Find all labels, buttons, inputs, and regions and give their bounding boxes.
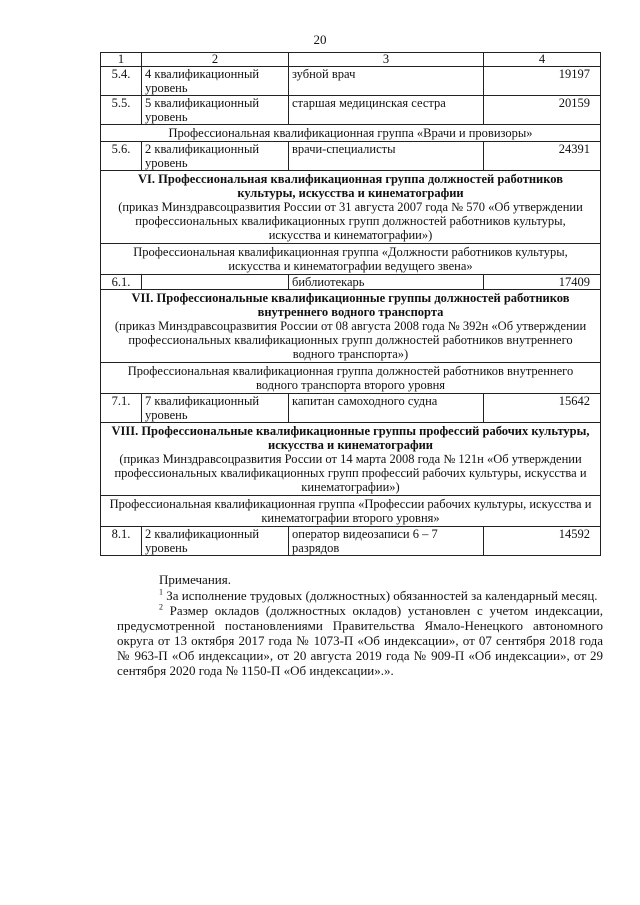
header-cell: 4 bbox=[484, 53, 601, 67]
section-cell bbox=[101, 423, 601, 496]
table-header-row bbox=[101, 53, 601, 67]
note-text: Размер окладов (должностных окладов) установлен с учетом индексации, предусмотренной постановлениями Правительства Ямало-Ненецкого автономного округа от 13 октября 2017 года № 1073-П «Об индексации», от 07 сентября 2018 года № 963-П «Об индексации», от 20 августа 2019 года № 909-П «Об индексации», от 29 сентября 2020 года № 1150-П «Об индексации».». bbox=[117, 603, 603, 678]
group-title: Профессиональная квалификационная группа «Врачи и провизоры» bbox=[101, 125, 601, 142]
group-title: Профессиональная квалификационная группа «Должности работников культуры, искусства и кинематографии ведущего звена» bbox=[101, 244, 601, 275]
salary-value: 15642 bbox=[484, 394, 601, 423]
row-number: 6.1. bbox=[101, 275, 142, 290]
row-number: 5.6. bbox=[101, 142, 142, 171]
table-row bbox=[101, 527, 601, 556]
row-number: 5.5. bbox=[101, 96, 142, 125]
note-text: За исполнение трудовых (должностных) обязанностей за календарный месяц. bbox=[166, 588, 598, 603]
section-cell bbox=[101, 290, 601, 363]
table-row bbox=[101, 67, 601, 96]
salary-table bbox=[100, 52, 601, 556]
header-cell: 2 bbox=[142, 53, 289, 67]
group-row bbox=[101, 244, 601, 275]
qualification-level: 2 квалификационный уровень bbox=[142, 142, 289, 171]
group-row bbox=[101, 496, 601, 527]
position-name: библиотекарь bbox=[289, 275, 484, 290]
qualification-level: 7 квалификационный уровень bbox=[142, 394, 289, 423]
qualification-level bbox=[142, 275, 289, 290]
position-name: оператор видеозаписи 6 – 7 разрядов bbox=[289, 527, 484, 556]
header-cell: 3 bbox=[289, 53, 484, 67]
position-name: капитан самоходного судна bbox=[289, 394, 484, 423]
row-number: 7.1. bbox=[101, 394, 142, 423]
header-cell: 1 bbox=[101, 53, 142, 67]
section-subtitle: (приказ Минздравсоцразвития России от 08 августа 2008 года № 392н «Об утверждении профессиональных квалификационных групп должностей работников внутреннего водного транспорта») bbox=[114, 319, 587, 361]
section-cell bbox=[101, 171, 601, 244]
table-row bbox=[101, 275, 601, 290]
section-subtitle: (приказ Минздравсоцразвития России от 14 марта 2008 года № 121н «Об утверждении профессиональных квалификационных групп профессий рабочих культуры, искусства и кинематографии») bbox=[114, 452, 587, 494]
section-subtitle: (приказ Минздравсоцразвития России от 31 августа 2007 года № 570 «Об утверждении профессиональных квалификационных групп должностей работников культуры, искусства и кинематографии») bbox=[118, 200, 583, 242]
section-row bbox=[101, 171, 601, 244]
section-title: VII. Профессиональные квалификационные группы должностей работников внутреннего водного транспорта bbox=[131, 291, 570, 319]
table-row bbox=[101, 142, 601, 171]
note-item bbox=[117, 603, 603, 678]
position-name: врачи-специалисты bbox=[289, 142, 484, 171]
row-number: 8.1. bbox=[101, 527, 142, 556]
position-name: старшая медицинская сестра bbox=[289, 96, 484, 125]
salary-value: 19197 bbox=[484, 67, 601, 96]
section-title: VIII. Профессиональные квалификационные группы профессий рабочих культуры, искусства и кинематографии bbox=[111, 424, 590, 452]
notes-block bbox=[117, 572, 603, 678]
footnote-mark: 1 bbox=[159, 587, 163, 597]
group-row bbox=[101, 363, 601, 394]
section-row bbox=[101, 290, 601, 363]
salary-value: 20159 bbox=[484, 96, 601, 125]
position-name: зубной врач bbox=[289, 67, 484, 96]
group-row bbox=[101, 125, 601, 142]
table-row bbox=[101, 96, 601, 125]
salary-value: 24391 bbox=[484, 142, 601, 171]
salary-value: 14592 bbox=[484, 527, 601, 556]
qualification-level: 4 квалификационный уровень bbox=[142, 67, 289, 96]
row-number: 5.4. bbox=[101, 67, 142, 96]
group-title: Профессиональная квалификационная группа «Профессии рабочих культуры, искусства и кинематографии второго уровня» bbox=[101, 496, 601, 527]
note-item bbox=[117, 588, 603, 603]
section-row bbox=[101, 423, 601, 496]
qualification-level: 5 квалификационный уровень bbox=[142, 96, 289, 125]
section-title: VI. Профессиональная квалификационная группа должностей работников культуры, искусства и кинематографии bbox=[138, 172, 563, 200]
salary-value: 17409 bbox=[484, 275, 601, 290]
page-number: 20 bbox=[313, 32, 327, 47]
group-title: Профессиональная квалификационная группа должностей работников внутреннего водного транспорта второго уровня bbox=[101, 363, 601, 394]
qualification-level: 2 квалификационный уровень bbox=[142, 527, 289, 556]
table-row bbox=[101, 394, 601, 423]
notes-heading: Примечания. bbox=[159, 572, 231, 587]
footnote-mark: 2 bbox=[159, 602, 163, 612]
